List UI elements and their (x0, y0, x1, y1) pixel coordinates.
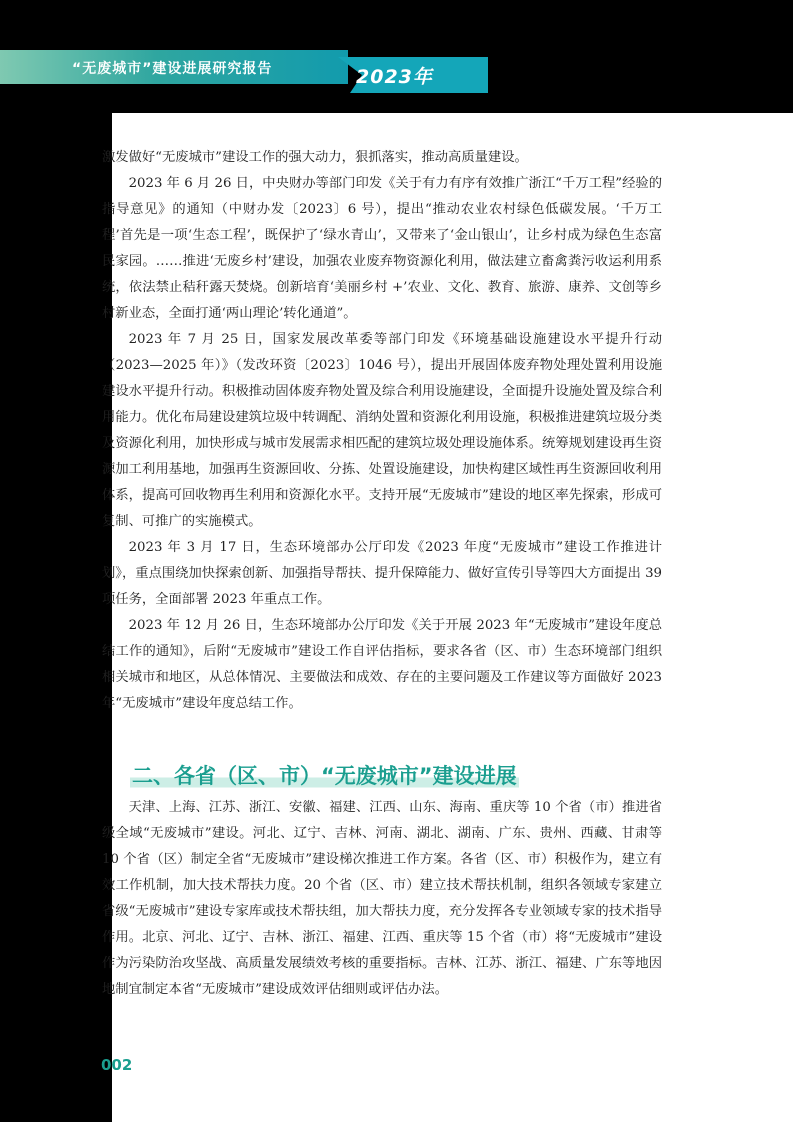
paragraph: 激发做好“无废城市”建设工作的强大动力，狠抓落实，推动高质量建设。 (102, 150, 528, 165)
section2-body (102, 795, 662, 1003)
page-number: 002 (101, 1056, 133, 1074)
report-year: 2023年 (356, 66, 433, 88)
paragraph: 2023 年 3 月 17 日，生态环境部办公厅印发《2023 年度“无废城市”建设工作推进计划》，重点围绕加快探索创新、加强指导帮扶、提升保障能力、做好宣传引导等四大方面提出 39 项任务，全面部署 2023 年重点工作。 (102, 540, 662, 607)
section-heading: 二、各省（区、市）“无废城市”建设进展 (130, 760, 519, 790)
paragraph: 2023 年 12 月 26 日，生态环境部办公厅印发《关于开展 2023 年“无废城市”建设年度总结工作的通知》，后附“无废城市”建设工作自评估指标，要求各省（区、市）生态环境部门组织相关城市和地区，从总体情况、主要做法和成效、存在的主要问题及工作建议等方面做好 2023 年“无废城市”建设年度总结工作。 (102, 618, 662, 711)
section1-body (102, 145, 662, 717)
paragraph: 2023 年 7 月 25 日，国家发展改革委等部门印发《环境基础设施建设水平提升行动（2023—2025 年）》（发改环资〔2023〕1046 号），提出开展固体废弃物处理处置利用设施建设水平提升行动。积极推动固体废弃物处置及综合利用设施建设，全面提升设施处置及综合利用能力。优化布局建设建筑垃圾中转调配、消纳处置和资源化利用设施，积极推进建筑垃圾分类及资源化利用，加快形成与城市发展需求相匹配的建筑垃圾处理设施体系。统筹规划建设再生资源加工利用基地，加强再生资源回收、分拣、处置设施建设，加快构建区域性再生资源回收利用体系，提高可回收物再生利用和资源化水平。支持开展“无废城市”建设的地区率先探索，形成可复制、可推广的实施模式。 (102, 332, 662, 529)
paragraph: 天津、上海、江苏、浙江、安徽、福建、江西、山东、海南、重庆等 10 个省（市）推进省级全域“无废城市”建设。河北、辽宁、吉林、河南、湖北、湖南、广东、贵州、西藏、甘肃等 10 个省（区）制定全省“无废城市”建设梯次推进工作方案。各省（区、市）积极作为，建立有效工作机制，加大技术帮扶力度。20 个省（区、市）建立技术帮扶机制，组织各领域专家建立省级“无废城市”建设专家库或技术帮扶组，加大帮扶力度，充分发挥各专业领域专家的技术指导作用。北京、河北、辽宁、吉林、浙江、福建、江西、重庆等 15 个省（市）将“无废城市”建设作为污染防治攻坚战、高质量发展绩效考核的重要指标。吉林、江苏、浙江、福建、广东等地因地制宜制定本省“无废城市”建设成效评估细则或评估办法。 (102, 800, 662, 997)
report-title: “无废城市”建设进展研究报告 (72, 61, 273, 77)
paragraph: 2023 年 6 月 26 日，中央财办等部门印发《关于有力有序有效推广浙江“千万工程”经验的指导意见》的通知（中财办发〔2023〕6 号），提出“推动农业农村绿色低碳发展。‘千万工程’首先是一项‘生态工程’，既保护了‘绿水青山’，又带来了‘金山银山’，让乡村成为绿色生态富民家园。……推进‘无废乡村’建设，加强农业废弃物资源化利用，做法建立畜禽粪污收运利用系统，依法禁止秸秆露天焚烧。创新培育‘美丽乡村 +’农业、文化、教育、旅游、康养、文创等乡村新业态，全面打通‘两山理论’转化通道”。 (102, 176, 662, 321)
